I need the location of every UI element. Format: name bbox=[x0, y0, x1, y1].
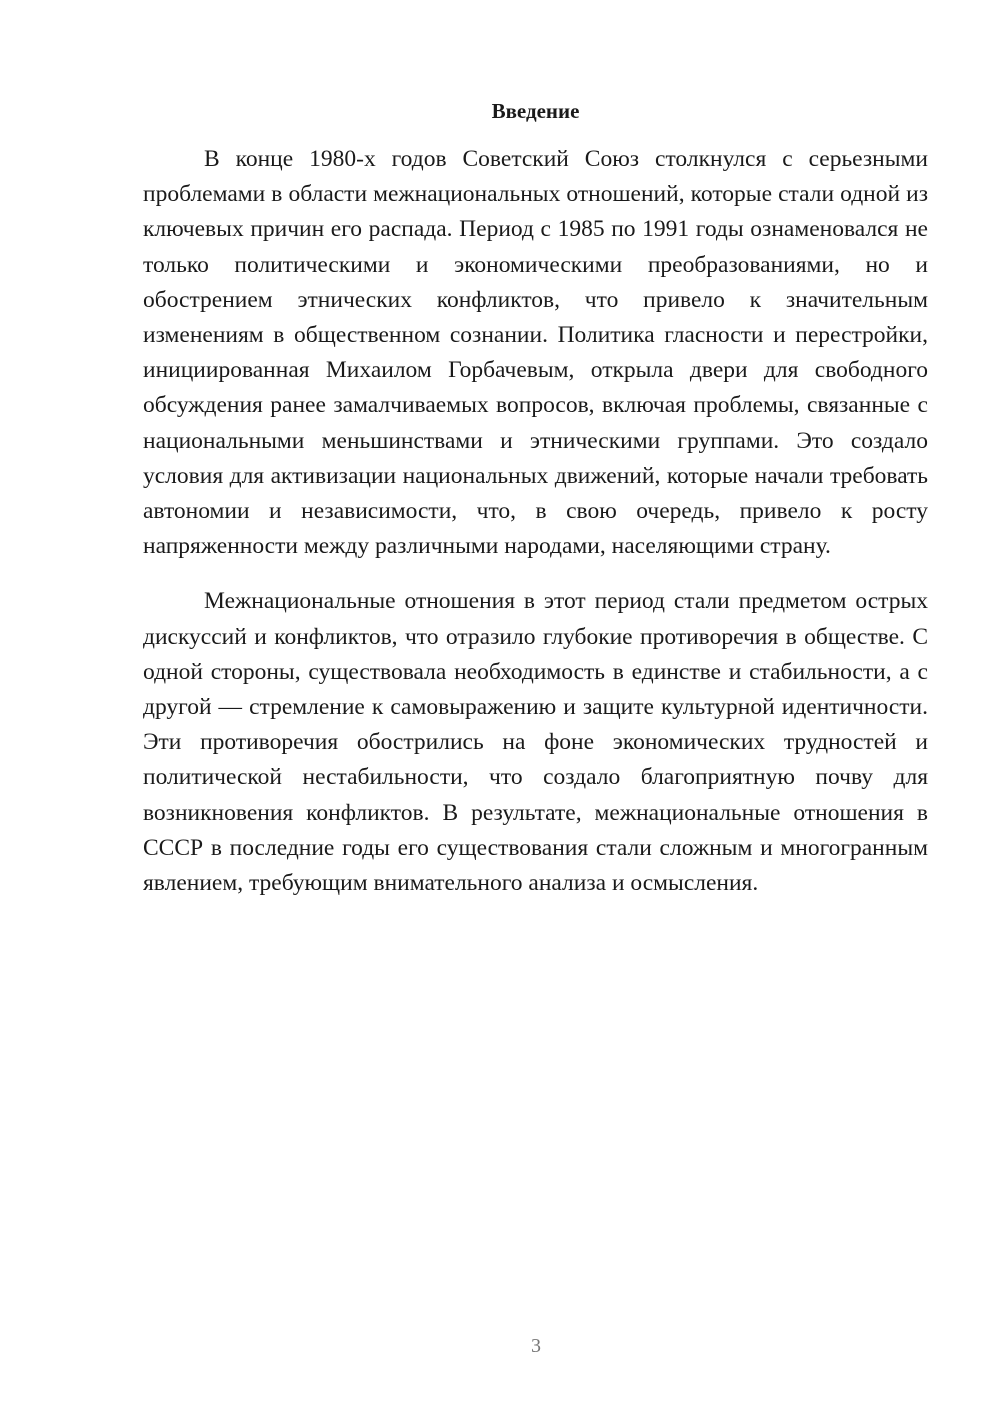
section-title: Введение bbox=[491, 99, 580, 123]
page-number: 3 bbox=[531, 1335, 541, 1357]
paragraph-2: Межнациональные отношения в этот период стали предметом острых дискуссий и конфликтов, что отразило глубокие противоречия в обществе. С одной стороны, существовала необходимость в единстве и стабильности, а с другой — стремление к самовыражению и защите культурной идентичности. Эти противоречия обострились на фоне экономических трудностей и политической нестабильности, что создало благоприятную почву для возникновения конфликтов. В результате, межнациональные отношения в СССР в последние годы его существования стали сложным и многогранным явлением, требующим внимательного анализа и осмысления. bbox=[143, 588, 928, 897]
page-body bbox=[143, 96, 928, 901]
paragraph-1: В конце 1980-х годов Советский Союз столкнулся с серьезными проблемами в области межнациональных отношений, которые стали одной из ключевых причин его распада. Период с 1985 по 1991 годы ознаменовался не только политическими и экономическими преобразованиями, но и обострением этнических конфликтов, что привело к значительным изменениям в общественном сознании. Политика гласности и перестройки, инициированная Михаилом Горбачевым, открыла двери для свободного обсуждения ранее замалчиваемых вопросов, включая проблемы, связанные с национальными меньшинствами и этническими группами. Это создало условия для активизации национальных движений, которые начали требовать автономии и независимости, что, в свою очередь, привело к росту напряженности между различными народами, населяющими страну. bbox=[143, 146, 928, 560]
